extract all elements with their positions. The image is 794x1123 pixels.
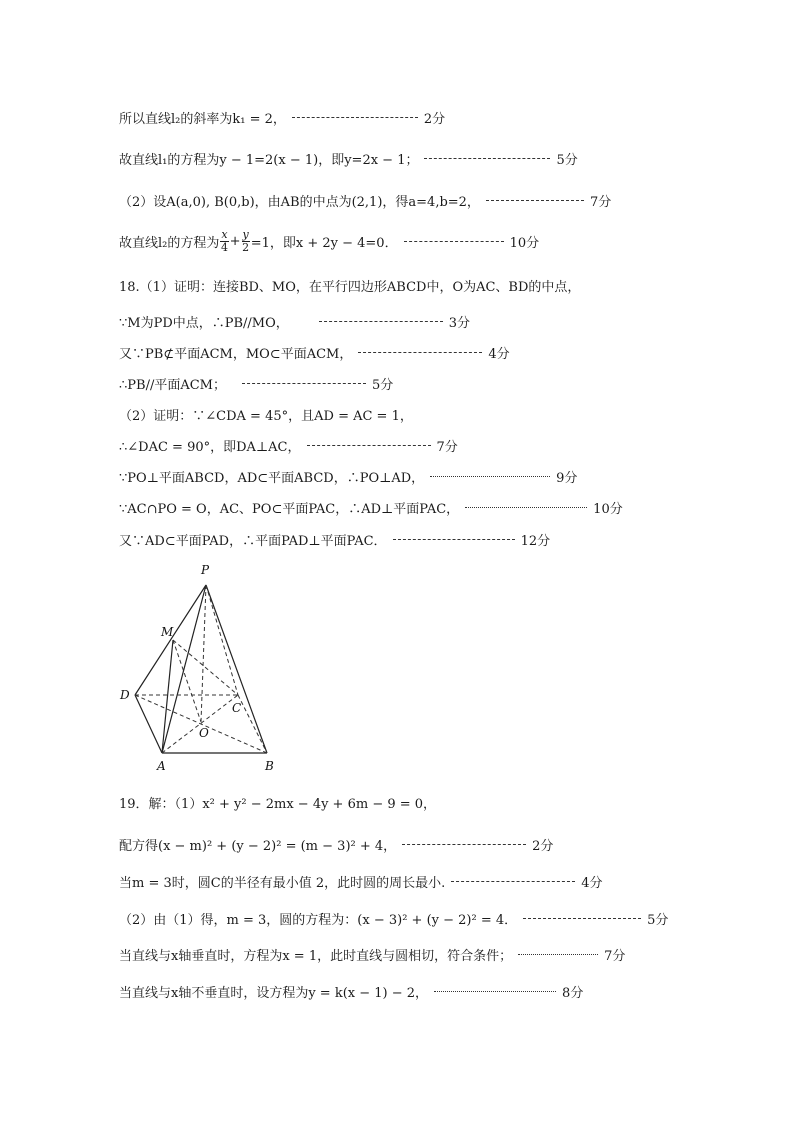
score-label: 5分 — [371, 377, 394, 393]
leader-dots — [424, 158, 550, 159]
vertex-label-B: B — [265, 759, 274, 773]
solution-line — [119, 340, 510, 364]
edge-PO — [201, 585, 206, 722]
score-label: 7分 — [604, 948, 626, 964]
edge-DA — [135, 695, 162, 753]
line-text: 又∵AD⊂平面PAD，∴平面PAD⊥平面PAC． — [119, 533, 387, 549]
solution-line — [119, 527, 550, 551]
line-text: 故直线l₂的方程为 — [119, 235, 220, 251]
solution-line — [119, 371, 393, 395]
edge-MA — [162, 640, 173, 753]
score-label: 4分 — [488, 346, 510, 362]
score-label: 8分 — [562, 985, 584, 1001]
fraction: $\frac{y}{2}$ — [242, 227, 250, 254]
score-label: 5分 — [556, 152, 578, 168]
solution-line — [119, 906, 668, 930]
line-text: ∵AC∩PO = O，AC、PO⊂平面PAC，∴AD⊥平面PAC， — [119, 501, 460, 517]
score-label: 9分 — [556, 470, 578, 486]
solution-line — [119, 309, 470, 333]
line-text: 当直线与x轴不垂直时，设方程为y = k(x − 1) − 2， — [119, 985, 429, 1001]
line-text: ∵PO⊥平面ABCD，AD⊂平面ABCD，∴PO⊥AD， — [119, 470, 425, 486]
line-text: 当m = 3时，圆C的半径有最小值 2，此时圆的周长最小. — [119, 875, 446, 891]
solution-line — [119, 942, 625, 966]
line-text: 配方得(x − m)² + (y − 2)² = (m − 3)² + 4， — [119, 838, 397, 854]
solution-line — [119, 146, 578, 170]
line-text: ∴∠DAC = 90°，即DA⊥AC， — [119, 439, 301, 455]
solution-line — [119, 402, 413, 426]
leader-dots — [292, 117, 418, 118]
line-text: （2）设A(a,0), B(0,b)，由AB的中点为(2,1)，得a=4,b=2， — [119, 194, 480, 210]
solution-line — [119, 188, 611, 212]
line-text: 当直线与x轴垂直时，方程为x = 1，此时直线与圆相切，符合条件； — [119, 948, 513, 964]
vertex-label-M: M — [161, 625, 174, 639]
leader-dots — [430, 476, 550, 477]
leader-dots — [518, 954, 598, 955]
solution-line: 故直线l₂的方程为 $\frac{x}{4}$ + $\frac{y}{2}$ =1，即x + 2y − 4=0． 10分 — [119, 227, 540, 254]
score-label: 5分 — [647, 912, 669, 928]
score-label: 7分 — [589, 194, 612, 210]
solution-line — [119, 869, 603, 893]
leader-dots — [242, 383, 366, 384]
line-text: （2）证明：∵∠CDA = 45°，且AD = AC = 1， — [119, 408, 413, 424]
vertex-label-O: O — [199, 726, 209, 740]
line-text: =1，即x + 2y − 4=0． — [250, 235, 398, 251]
leader-dots — [404, 241, 504, 242]
leader-dots — [465, 507, 587, 508]
line-text: 19．解：（1）x² + y² − 2mx − 4y + 6m − 9 = 0， — [119, 796, 437, 812]
leader-dots — [307, 445, 431, 446]
line-text: 又∵PB⊄平面ACM，MO⊂平面ACM， — [119, 346, 353, 362]
vertex-label-D: D — [120, 688, 130, 702]
line-text: ∴PB//平面ACM； — [119, 377, 226, 393]
solution-line — [119, 979, 583, 1003]
seg-MO — [173, 640, 201, 722]
edge-PC — [206, 585, 238, 695]
vertex-label-A: A — [157, 759, 166, 773]
solution-line — [119, 832, 553, 856]
score-label: 2分 — [423, 111, 446, 127]
score-label: 12分 — [520, 533, 551, 549]
leader-dots — [358, 352, 482, 353]
line-text: ∵M为PD中点，∴PB//MO， — [119, 315, 289, 331]
diag-DB — [135, 695, 267, 753]
leader-dots — [486, 200, 584, 201]
line-text: （2）由（1）得，m = 3，圆的方程为：(x − 3)² + (y − 2)² = 4． — [119, 912, 518, 928]
score-label: 10分 — [593, 501, 623, 517]
edge-PD — [135, 585, 206, 695]
vertex-label-P: P — [201, 563, 210, 577]
line-text: 所以直线l₂的斜率为k₁ = 2， — [119, 111, 286, 127]
score-label: 4分 — [581, 875, 603, 891]
score-label: 2分 — [532, 838, 554, 854]
line-text: 故直线l₁的方程为y − 1=2(x − 1)，即y=2x − 1； — [119, 152, 419, 168]
fraction: $\frac{x}{4}$ — [220, 227, 228, 254]
score-label: 3分 — [448, 315, 471, 331]
leader-dots — [402, 844, 526, 845]
solution-line — [119, 495, 623, 519]
leader-dots — [393, 539, 515, 540]
vertex-label-C: C — [232, 701, 242, 715]
solution-line — [119, 464, 577, 488]
line-text: 18.（1）证明：连接BD、MO，在平行四边形ABCD中，O为AC、BD的中点， — [119, 279, 581, 295]
problem-heading — [119, 273, 580, 297]
edge-CB — [238, 695, 267, 753]
leader-dots — [319, 321, 443, 322]
solution-line — [119, 433, 458, 457]
pyramid-figure — [115, 560, 285, 780]
leader-dots — [434, 991, 556, 992]
score-label: 7分 — [436, 439, 458, 455]
edge-PB — [206, 585, 267, 753]
leader-dots — [523, 918, 641, 919]
problem-heading — [119, 790, 436, 814]
leader-dots — [451, 881, 575, 882]
solution-line — [119, 105, 445, 129]
score-label: 10分 — [509, 235, 540, 251]
